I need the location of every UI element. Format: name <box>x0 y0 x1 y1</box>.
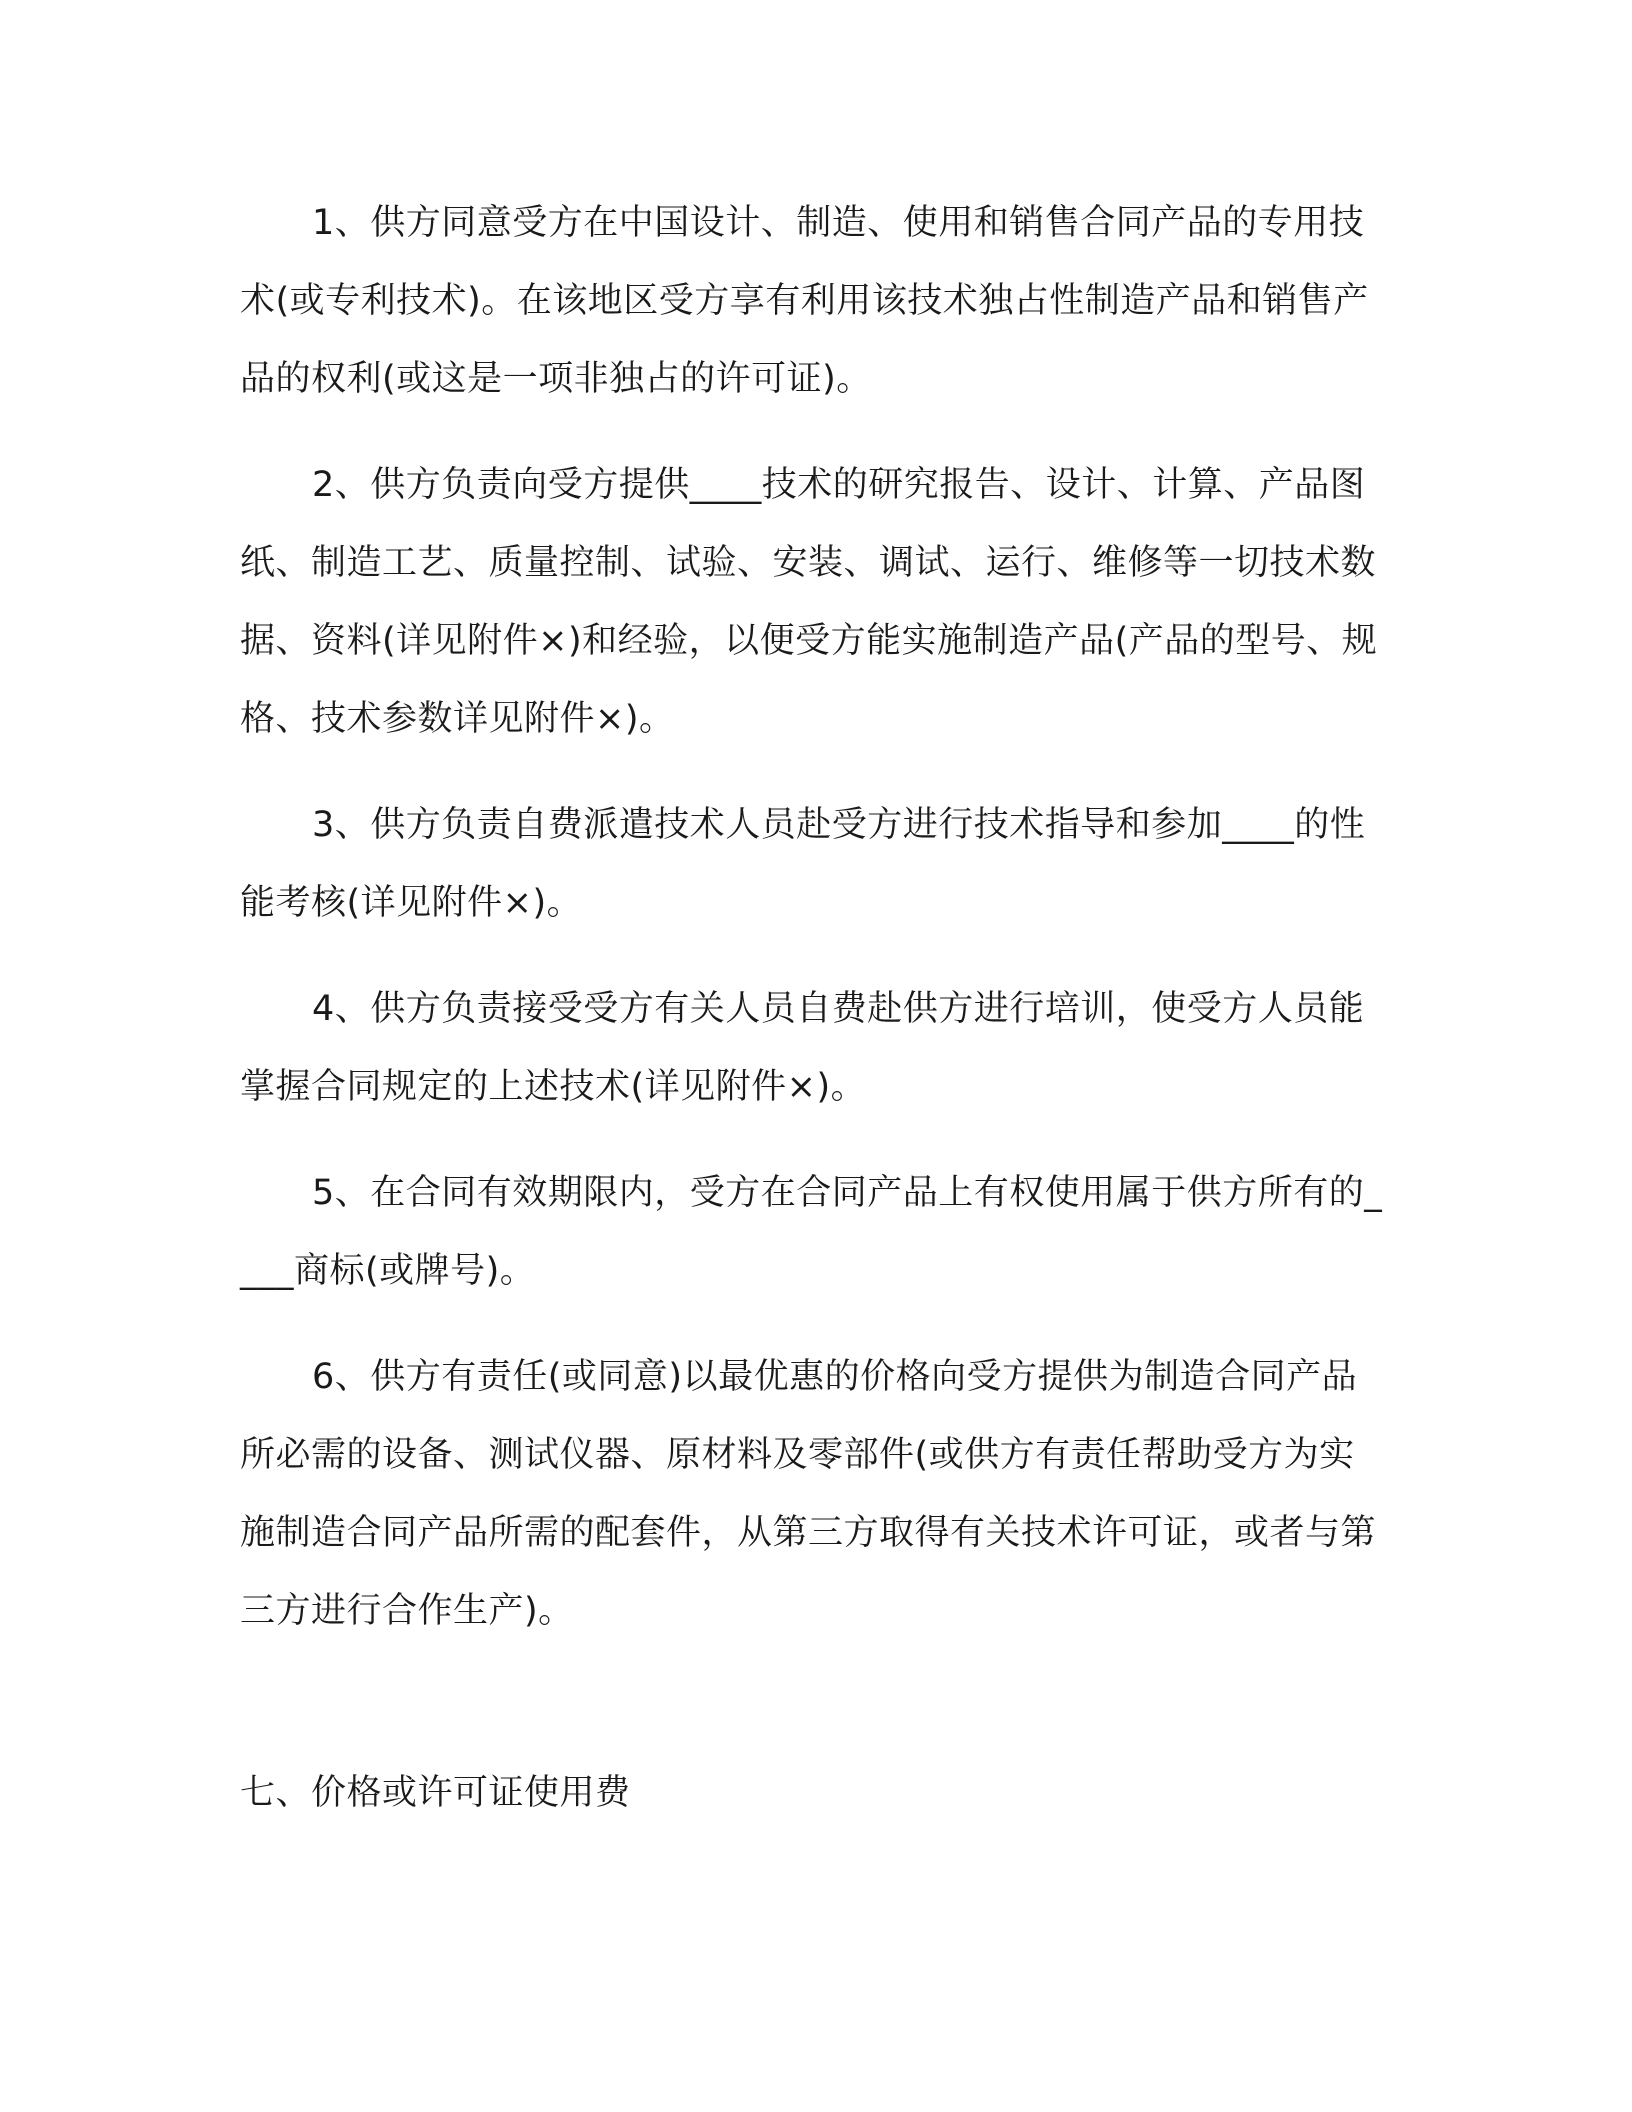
clause-list <box>240 184 1390 1678</box>
clause-5: 5、在合同有效期限内，受方在合同产品上有权使用属于供方所有的____商标(或牌号)。 <box>240 1173 1383 1291</box>
section-heading: 七、价格或许可证使用费 <box>240 1773 631 1813</box>
clause-4: 4、供方负责接受受方有关人员自费赴供方进行培训，使受方人员能掌握合同规定的上述技术(详见附件×)。 <box>240 989 1365 1107</box>
clause-6: 6、供方有责任(或同意)以最优惠的价格向受方提供为制造合同产品所必需的设备、测试仪器、原材料及零部件(或供方有责任帮助受方为实施制造合同产品所需的配套件，从第三方取得有关技术许可证，或者与第三方进行合作生产)。 <box>240 1357 1377 1631</box>
clause-3: 3、供方负责自费派遣技术人员赴受方进行技术指导和参加____的性能考核(详见附件×)。 <box>240 805 1366 923</box>
clause-2: 2、供方负责向受方提供____技术的研究报告、设计、计算、产品图纸、制造工艺、质量控制、试验、安装、调试、运行、维修等一切技术数据、资料(详见附件×)和经验，以便受方能实施制造产品(产品的型号、规格、技术参数详见附件×)。 <box>240 465 1378 739</box>
clause-1: 1、供方同意受方在中国设计、制造、使用和销售合同产品的专用技术(或专利技术)。在该地区受方享有利用该技术独占性制造产品和销售产品的权利(或这是一项非独占的许可证)。 <box>240 203 1369 399</box>
